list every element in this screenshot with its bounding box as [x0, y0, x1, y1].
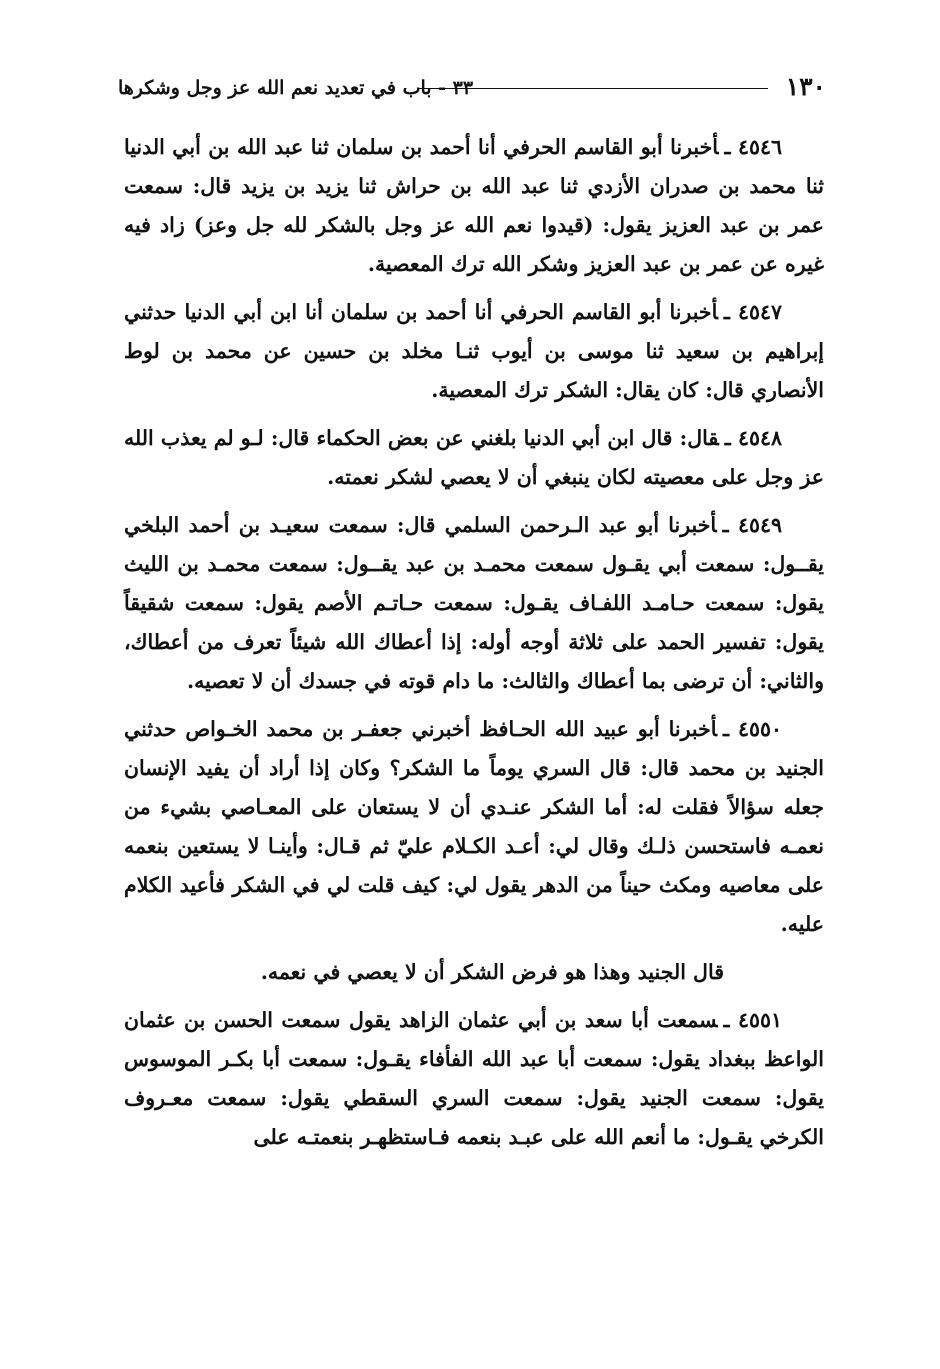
- paragraph-4551: [124, 1001, 824, 1157]
- paragraph-4546: [124, 128, 824, 284]
- paragraph-junayd-note: [124, 953, 824, 992]
- paragraph-text: قال الجنيد وهذا هو فرض الشكر أن لا يعصي في نعمه.: [260, 960, 724, 984]
- hadith-number: ٤٥٥١ ـ: [723, 1008, 782, 1032]
- running-title: ٣٣ - باب في تعديد نعم الله عز وجل وشكرها: [118, 77, 474, 99]
- paragraph-4550: [124, 710, 824, 944]
- paragraph-text: سمعت أبا سعد بن أبي عثمان الزاهد يقول سمعت الحسن بن عثمان الواعظ ببغداد يقول: سمعت أبا عبد الله الفأفاء يقـول: سمعت أبا بكـر الموسوس يقول: سمعت الجنيد يقول: سمعت السري السقطي يقول: سمعت معـروف الكرخي يقـول: ما أنعم الله على عبـد بنعمه فـاستظهـر بنعمتـه على: [124, 1008, 824, 1149]
- paragraph-text: أخبرنا أبو القاسم الحرفي أنا أحمد بن سلمان أنا ابن أبي الدنيا حدثني إبراهيم بن سعيد ثنا موسى بن أيوب ثنـا مخلد بن حسين عن محمد بن لوط الأنصاري قال: كان يقال: الشكر ترك المعصية.: [124, 300, 824, 402]
- hadith-number: ٤٥٤٦ ـ: [724, 135, 782, 159]
- body-text: [124, 128, 824, 1166]
- paragraph-text: قال: قال ابن أبي الدنيا بلغني عن بعض الحكماء قال: لـو لم يعذب الله عز وجل على معصيته لكان ينبغي أن لا يعصي لشكر نعمته.: [124, 426, 824, 489]
- hadith-number: ٤٥٤٧ ـ: [723, 300, 782, 324]
- paragraph-text: أخبرنا أبو عبيد الله الحـافظ أخبرني جعفـر بن محمد الخـواص حدثني الجنيد بن محمد قال: قال السري يوماً ما الشكر؟ وكان إذا أراد أن يفيد الإنسان جعله سؤالاً فقلت له: أما الشكر عنـدي أن لا يستعان على المعـاصي بشيء من نعمـه فاستحسن ذلـك وقال لي: أعـد الكـلام عليّ ثم قـال: وأينـا لا يستعين بنعمه على معاصيه ومكث حيناً من الدهر يقول لي: كيف قلت لي في الشكر فأعيد الكلام عليه.: [124, 717, 824, 936]
- paragraph-4549: [124, 506, 824, 701]
- hadith-number: ٤٥٥٠ ـ: [723, 717, 782, 741]
- page-header: [118, 66, 826, 106]
- page-number: ١٣٠: [785, 72, 826, 101]
- paragraph-text: أخبرنا أبو عبد الـرحمن السلمي قال: سمعت سعيـد بن أحمد البلخي يقــول: سمعت أبي يقـول سمعت محمـد بن عبد يقــول: سمعت محمـد بن الليث يقول: سمعت حـامـد اللفـاف يقـول: سمعت حـاتـم الأصم يقول: سمعت شقيقاً يقول: تفسير الحمد على ثلاثة أوجه أوله: إذا أعطاك الله شيئاً تعرف من أعطاك، والثاني: أن ترضى بما أعطاك والثالث: ما دام قوته في جسدك أن لا تعصيه.: [124, 513, 824, 693]
- paragraph-text: أخبرنا أبو القاسم الحرفي أنا أحمد بن سلمان ثنا عبد الله بن أبي الدنيا ثنا محمد بن صدران الأزدي ثنا عبد الله بن حراش ثنا يزيد بن يزيد قال: سمعت عمر بن عبد العزيز يقول: (قيدوا نعم الله عز وجل بالشكر لله جل وعز) زاد فيه غيره عن عمر بن عبد العزيز وشكر الله ترك المعصية.: [124, 135, 824, 276]
- hadith-number: ٤٥٤٩ ـ: [722, 513, 782, 537]
- paragraph-4547: [124, 293, 824, 410]
- hadith-number: ٤٥٤٨ ـ: [724, 426, 782, 450]
- paragraph-4548: [124, 419, 824, 497]
